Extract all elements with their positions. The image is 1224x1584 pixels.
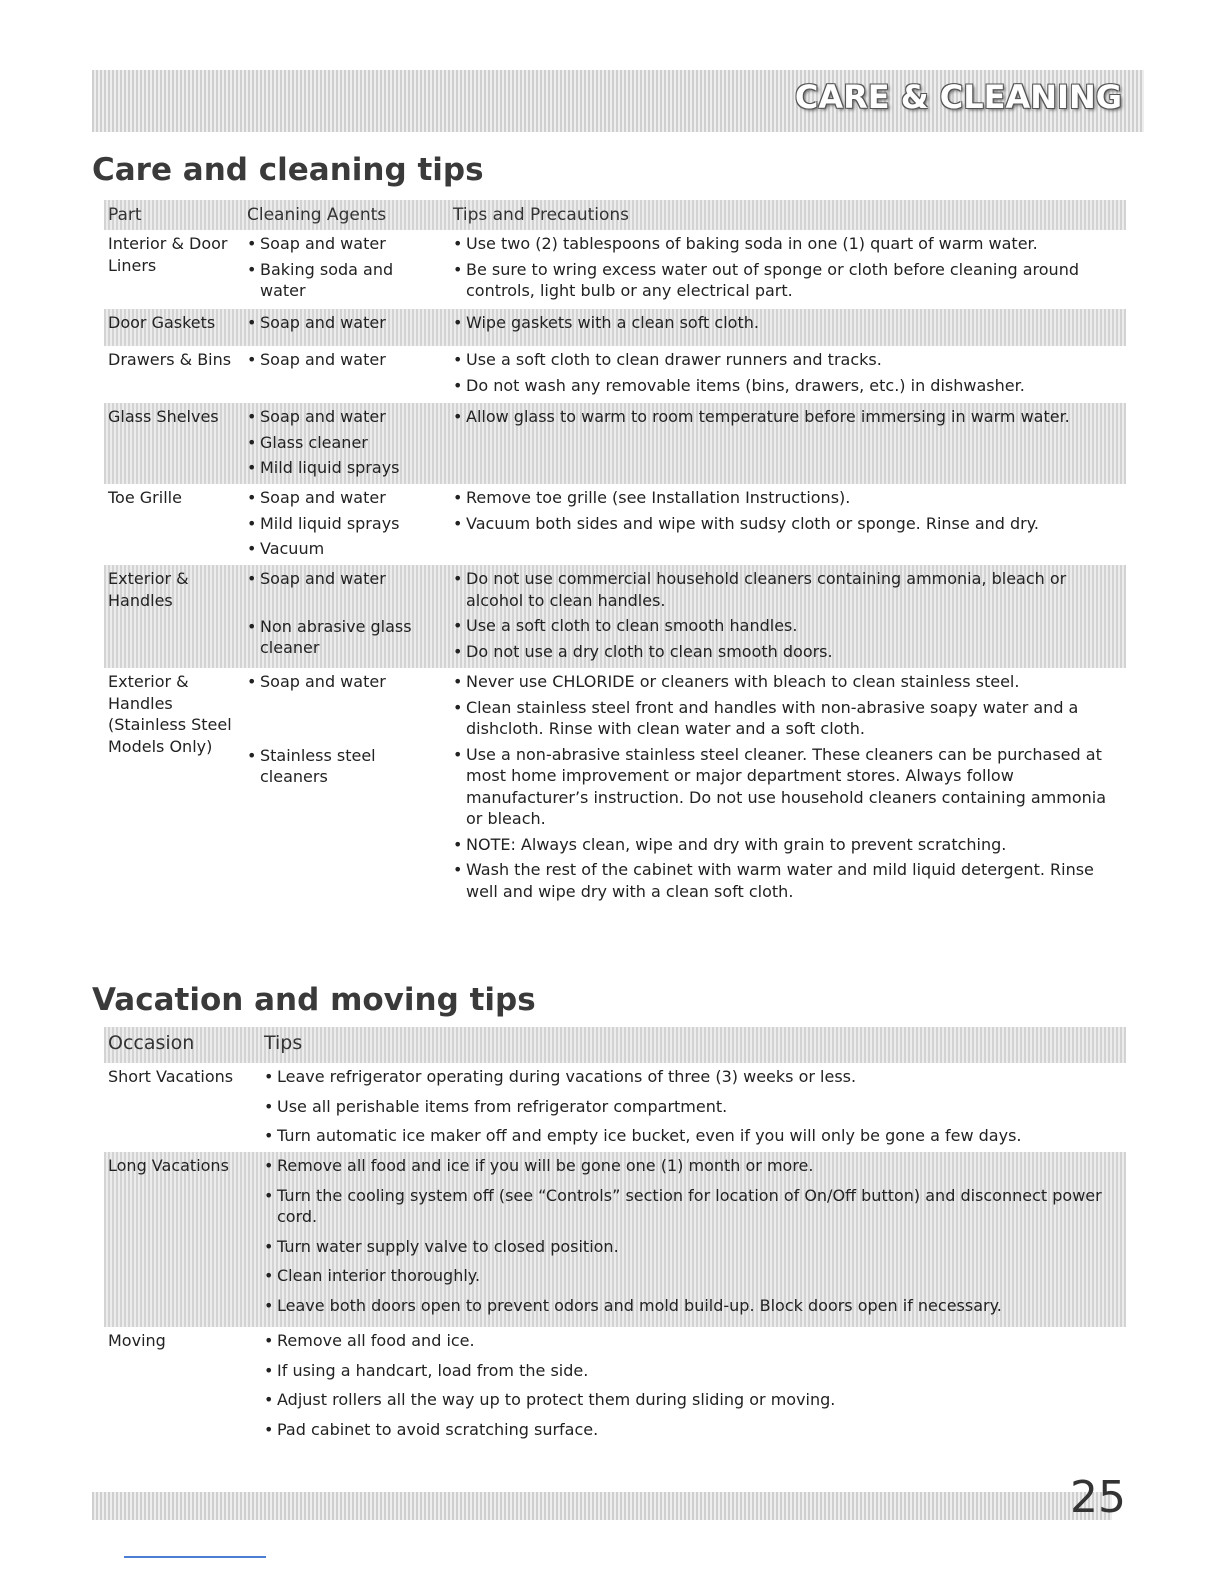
agents-list xyxy=(247,671,437,792)
list-item: • Remove toe grille (see Installation Instructions). xyxy=(453,487,1123,509)
list-item: • Use two (2) tablespoons of baking soda in one (1) quart of warm water. xyxy=(453,233,1123,255)
col-tips: Tips and Precautions xyxy=(453,205,630,225)
list-item: • Glass cleaner xyxy=(247,432,437,454)
divider xyxy=(124,1556,266,1558)
tips-list xyxy=(453,671,1123,906)
table-row xyxy=(104,668,1126,907)
care-table xyxy=(104,200,1126,907)
list-item: • Mild liquid sprays xyxy=(247,513,437,535)
list-item: • Soap and water xyxy=(247,233,437,255)
table-row xyxy=(104,1152,1126,1327)
list-item: • Do not use commercial household cleaners containing ammonia, bleach or alcohol to clean handles. xyxy=(453,568,1123,611)
table-row xyxy=(104,346,1126,403)
list-item: • Use all perishable items from refrigerator compartment. xyxy=(264,1096,1114,1118)
table-row xyxy=(104,1327,1126,1446)
tips-list xyxy=(453,312,1123,338)
occasion-name: Short Vacations xyxy=(108,1067,234,1086)
part-name: Exterior & Handles xyxy=(108,569,189,610)
tips-list xyxy=(264,1066,1114,1151)
tips-list xyxy=(264,1155,1114,1320)
list-item: • Adjust rollers all the way up to protect them during sliding or moving. xyxy=(264,1389,1114,1411)
list-item: • Do not use a dry cloth to clean smooth doors. xyxy=(453,641,1123,663)
vacation-title: Vacation and moving tips xyxy=(92,982,536,1018)
list-item: • Turn automatic ice maker off and empty ice bucket, even if you will only be gone a few days. xyxy=(264,1125,1114,1147)
list-item: • Soap and water xyxy=(247,406,437,428)
table-row xyxy=(104,484,1126,565)
tips-list xyxy=(453,487,1123,538)
table-row xyxy=(104,565,1126,668)
tips-list xyxy=(264,1330,1114,1444)
list-item: • Baking soda and water xyxy=(247,259,437,302)
table-row xyxy=(104,1063,1126,1152)
agents-list xyxy=(247,233,437,306)
part-name: Interior & Door Liners xyxy=(108,234,228,275)
agents-list xyxy=(247,568,437,663)
table-row xyxy=(104,230,1126,309)
list-item: • Use a soft cloth to clean smooth handles. xyxy=(453,615,1123,637)
list-item: • Soap and water xyxy=(247,349,437,371)
list-item: • Leave both doors open to prevent odors and mold build-up. Block doors open if necessary. xyxy=(264,1295,1114,1317)
agents-list xyxy=(247,487,437,564)
list-item: • Remove all food and ice if you will be gone one (1) month or more. xyxy=(264,1155,1114,1177)
list-item: • Leave refrigerator operating during vacations of three (3) weeks or less. xyxy=(264,1066,1114,1088)
part-name: Door Gaskets xyxy=(108,313,216,332)
care-title: Care and cleaning tips xyxy=(92,152,484,188)
part-name: Drawers & Bins xyxy=(108,350,232,369)
list-item: • Non abrasive glass cleaner xyxy=(247,616,437,659)
tips-list xyxy=(453,349,1123,400)
list-item: • Soap and water xyxy=(247,487,437,509)
table-row xyxy=(104,309,1126,346)
col-agents: Cleaning Agents xyxy=(247,205,387,225)
list-item: • Clean interior thoroughly. xyxy=(264,1265,1114,1287)
list-item: • NOTE: Always clean, wipe and dry with grain to prevent scratching. xyxy=(453,834,1123,856)
list-item: • Stainless steel cleaners xyxy=(247,745,437,788)
list-item: • Vacuum both sides and wipe with sudsy cloth or sponge. Rinse and dry. xyxy=(453,513,1123,535)
list-item: • Mild liquid sprays xyxy=(247,457,437,479)
list-item: • Never use CHLORIDE or cleaners with bleach to clean stainless steel. xyxy=(453,671,1123,693)
list-item: • If using a handcart, load from the side. xyxy=(264,1360,1114,1382)
list-item: • Be sure to wring excess water out of sponge or cloth before cleaning around controls, light bulb or any electrical part. xyxy=(453,259,1123,302)
list-item: • Wipe gaskets with a clean soft cloth. xyxy=(453,312,1123,334)
list-item: • Remove all food and ice. xyxy=(264,1330,1114,1352)
part-name: Toe Grille xyxy=(108,488,182,507)
list-item: • Clean stainless steel front and handles with non-abrasive soapy water and a dishcloth. Rinse with clean water and a soft cloth. xyxy=(453,697,1123,740)
part-name: Exterior & Handles (Stainless Steel Models Only) xyxy=(108,672,232,756)
footer-bar xyxy=(92,1492,1112,1520)
occasion-name: Moving xyxy=(108,1331,166,1350)
list-item: • Soap and water xyxy=(247,671,437,693)
vacation-table-header xyxy=(104,1027,1126,1063)
vacation-table xyxy=(104,1027,1126,1446)
col-part: Part xyxy=(108,205,142,225)
tips-list xyxy=(453,568,1123,666)
list-item: • Allow glass to warm to room temperature before immersing in warm water. xyxy=(453,406,1123,428)
list-item: • Turn water supply valve to closed position. xyxy=(264,1236,1114,1258)
list-item: • Pad cabinet to avoid scratching surface. xyxy=(264,1419,1114,1441)
table-row xyxy=(104,403,1126,484)
tips-list xyxy=(453,233,1123,306)
part-name: Glass Shelves xyxy=(108,407,219,426)
list-item: • Soap and water xyxy=(247,312,437,334)
agents-list xyxy=(247,312,437,338)
list-item: • Use a soft cloth to clean drawer runners and tracks. xyxy=(453,349,1123,371)
section-title: CARE & CLEANING xyxy=(794,78,1122,116)
list-item: • Do not wash any removable items (bins, drawers, etc.) in dishwasher. xyxy=(453,375,1123,397)
col-occasion: Occasion xyxy=(108,1032,195,1054)
list-item: • Use a non-abrasive stainless steel cleaner. These cleaners can be purchased at most home improvement or major department stores. Always follow manufacturer’s instruction. Do not use household cleaners containing ammonia or bleach. xyxy=(453,744,1123,830)
page-number: 25 xyxy=(1070,1472,1126,1523)
list-item: • Soap and water xyxy=(247,568,437,590)
occasion-name: Long Vacations xyxy=(108,1156,229,1175)
list-item: • Turn the cooling system off (see “Controls” section for location of On/Off button) and disconnect power cord. xyxy=(264,1185,1114,1228)
tips-list xyxy=(453,406,1123,432)
care-table-header xyxy=(104,200,1126,230)
list-item: • Wash the rest of the cabinet with warm water and mild liquid detergent. Rinse well and wipe dry with a clean soft cloth. xyxy=(453,859,1123,902)
list-item: • Vacuum xyxy=(247,538,437,560)
agents-list xyxy=(247,349,437,375)
agents-list xyxy=(247,406,437,483)
col-tips: Tips xyxy=(264,1032,303,1054)
section-banner xyxy=(92,70,1144,132)
